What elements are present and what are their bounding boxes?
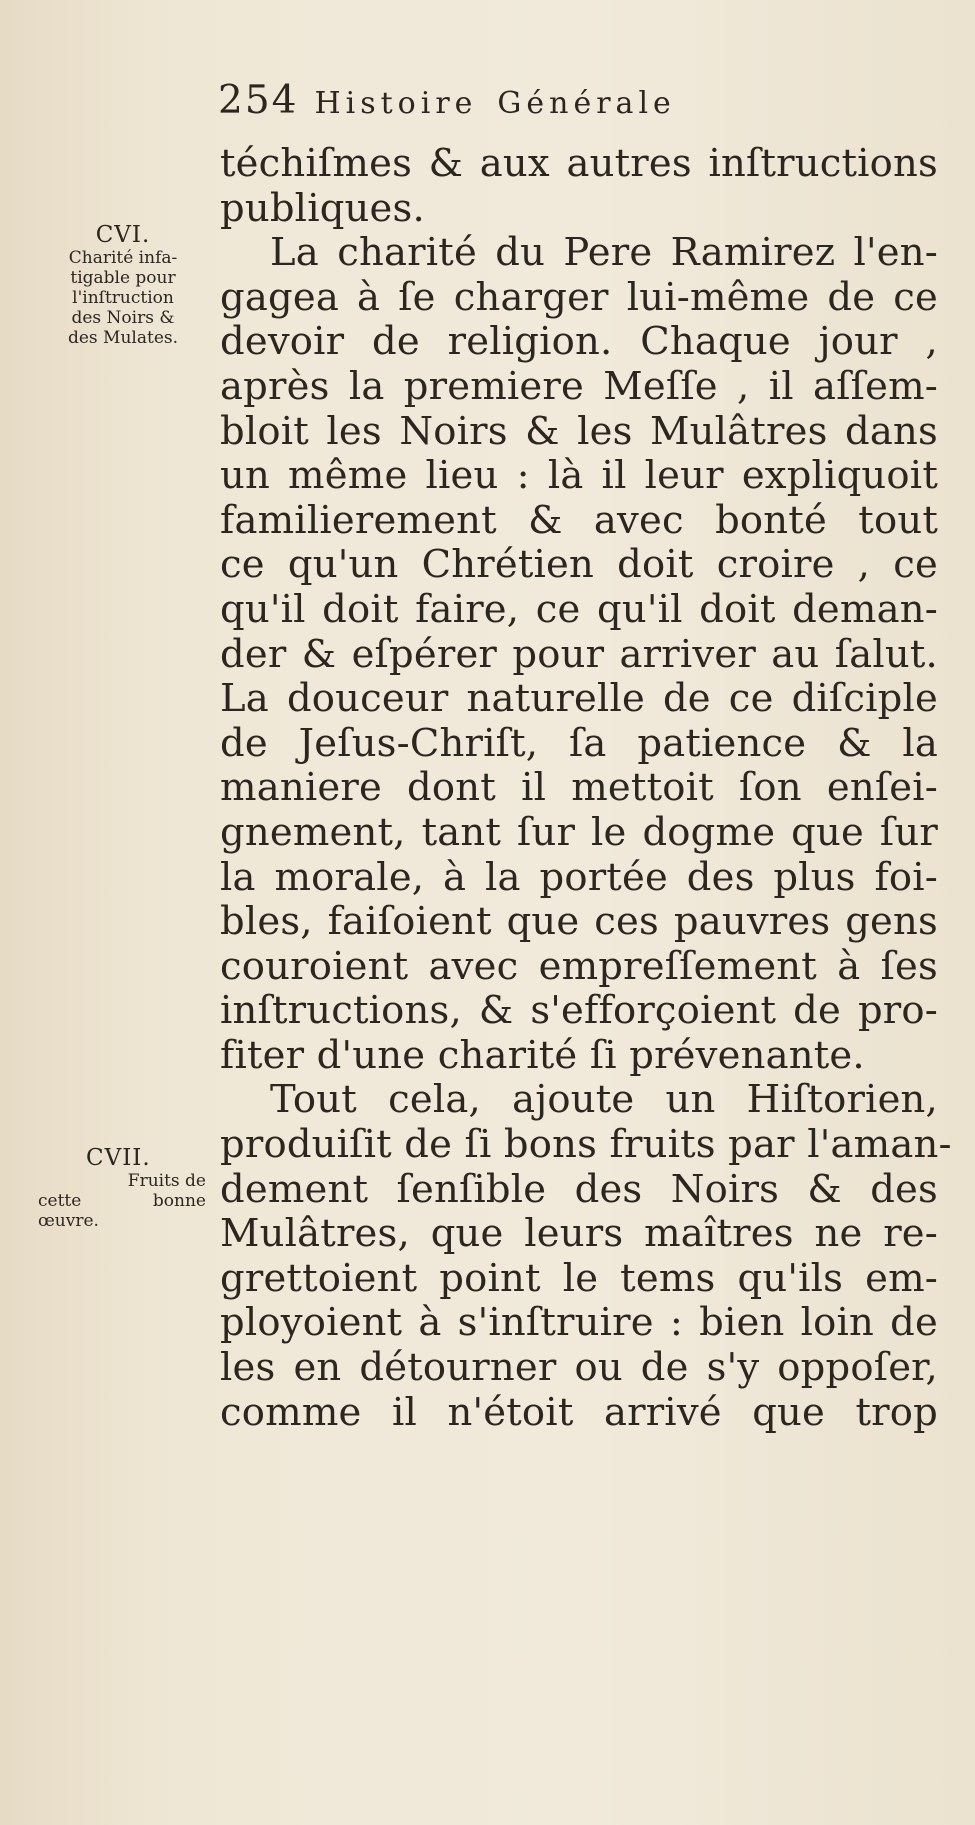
text-line: couroient avec empreſſement à ſes (220, 943, 938, 989)
margin-note-line: œuvre. (38, 1211, 99, 1231)
text-line: maniere dont il mettoit ſon enſei- (220, 765, 938, 811)
margin-note-number: CVII. (86, 1145, 151, 1171)
text-line: téchiſmes & aux autres inſtructions (220, 141, 938, 186)
text-line: La douceur naturelle de ce diſciple (220, 676, 938, 722)
text-line: les en détourner ou de s'y oppoſer, (220, 1345, 938, 1391)
margin-note-line: tigable pour (70, 268, 176, 288)
margin-note-line: des Mulates. (67, 328, 179, 348)
text-line: inſtructions, & s'efforçoient de pro- (220, 988, 938, 1034)
text-line: la morale, à la portée des plus foi- (220, 854, 938, 900)
text-line: Mulâtres, que leurs maîtres ne re- (220, 1211, 938, 1257)
text-line: produiſit de ſi bons fruits par l'aman- (220, 1122, 952, 1168)
body-text (220, 141, 952, 1435)
text-line: grettoient point le tems qu'ils em- (220, 1255, 938, 1301)
text-line: La charité du Pere Ramirez l'en- (270, 230, 938, 276)
margin-note-cvii (38, 1145, 206, 1231)
text-line: après la premiere Meſſe , il aſſem- (220, 363, 938, 409)
margin-note-number: CVI. (95, 222, 151, 248)
text-line: qu'il doit faire, ce qu'il doit deman- (220, 586, 938, 632)
margin-note-cvi (38, 222, 208, 348)
text-line: publiques. (220, 185, 425, 231)
margin-note-line: Charité infa- (68, 248, 178, 268)
text-line: gagea à ſe charger lui-même de ce (220, 274, 938, 320)
text-line: devoir de religion. Chaque jour , (220, 319, 938, 365)
text-line: ployoient à s'inſtruire : bien loin de (220, 1300, 938, 1346)
page-number: 254 (218, 78, 299, 123)
text-line: bles, faiſoient que ces pauvres gens (220, 899, 938, 945)
text-line: ce qu'un Chrétien doit croire , ce (220, 542, 938, 588)
text-line: der & eſpérer pour arriver au ſalut. (220, 631, 938, 677)
margin-note-line: l'inſtruction (72, 288, 174, 308)
text-line: familierement & avec bonté tout (220, 497, 938, 543)
text-line: un même lieu : là il leur expliquoit (220, 453, 938, 499)
text-line: comme il n'étoit arrivé que trop (220, 1389, 938, 1435)
margin-note-line: cette bonne (38, 1191, 206, 1211)
text-line: dement ſenſible des Noirs & des (220, 1166, 938, 1212)
margin-note-line: Fruits de (127, 1171, 206, 1191)
running-header (218, 78, 676, 123)
header-title-word-2: Générale (497, 86, 676, 121)
text-line: de Jeſus-Chriſt, ſa patience & la (220, 720, 938, 766)
text-line: bloit les Noirs & les Mulâtres dans (220, 408, 938, 454)
text-line: fiter d'une charité ſi prévenante. (220, 1032, 865, 1078)
header-title-word-1: Histoire (314, 86, 478, 121)
text-line: Tout cela, ajoute un Hiſtorien, (270, 1077, 938, 1123)
text-line: gnement, tant ſur le dogme que ſur (220, 809, 938, 855)
margin-note-line: des Noirs & (71, 308, 175, 328)
